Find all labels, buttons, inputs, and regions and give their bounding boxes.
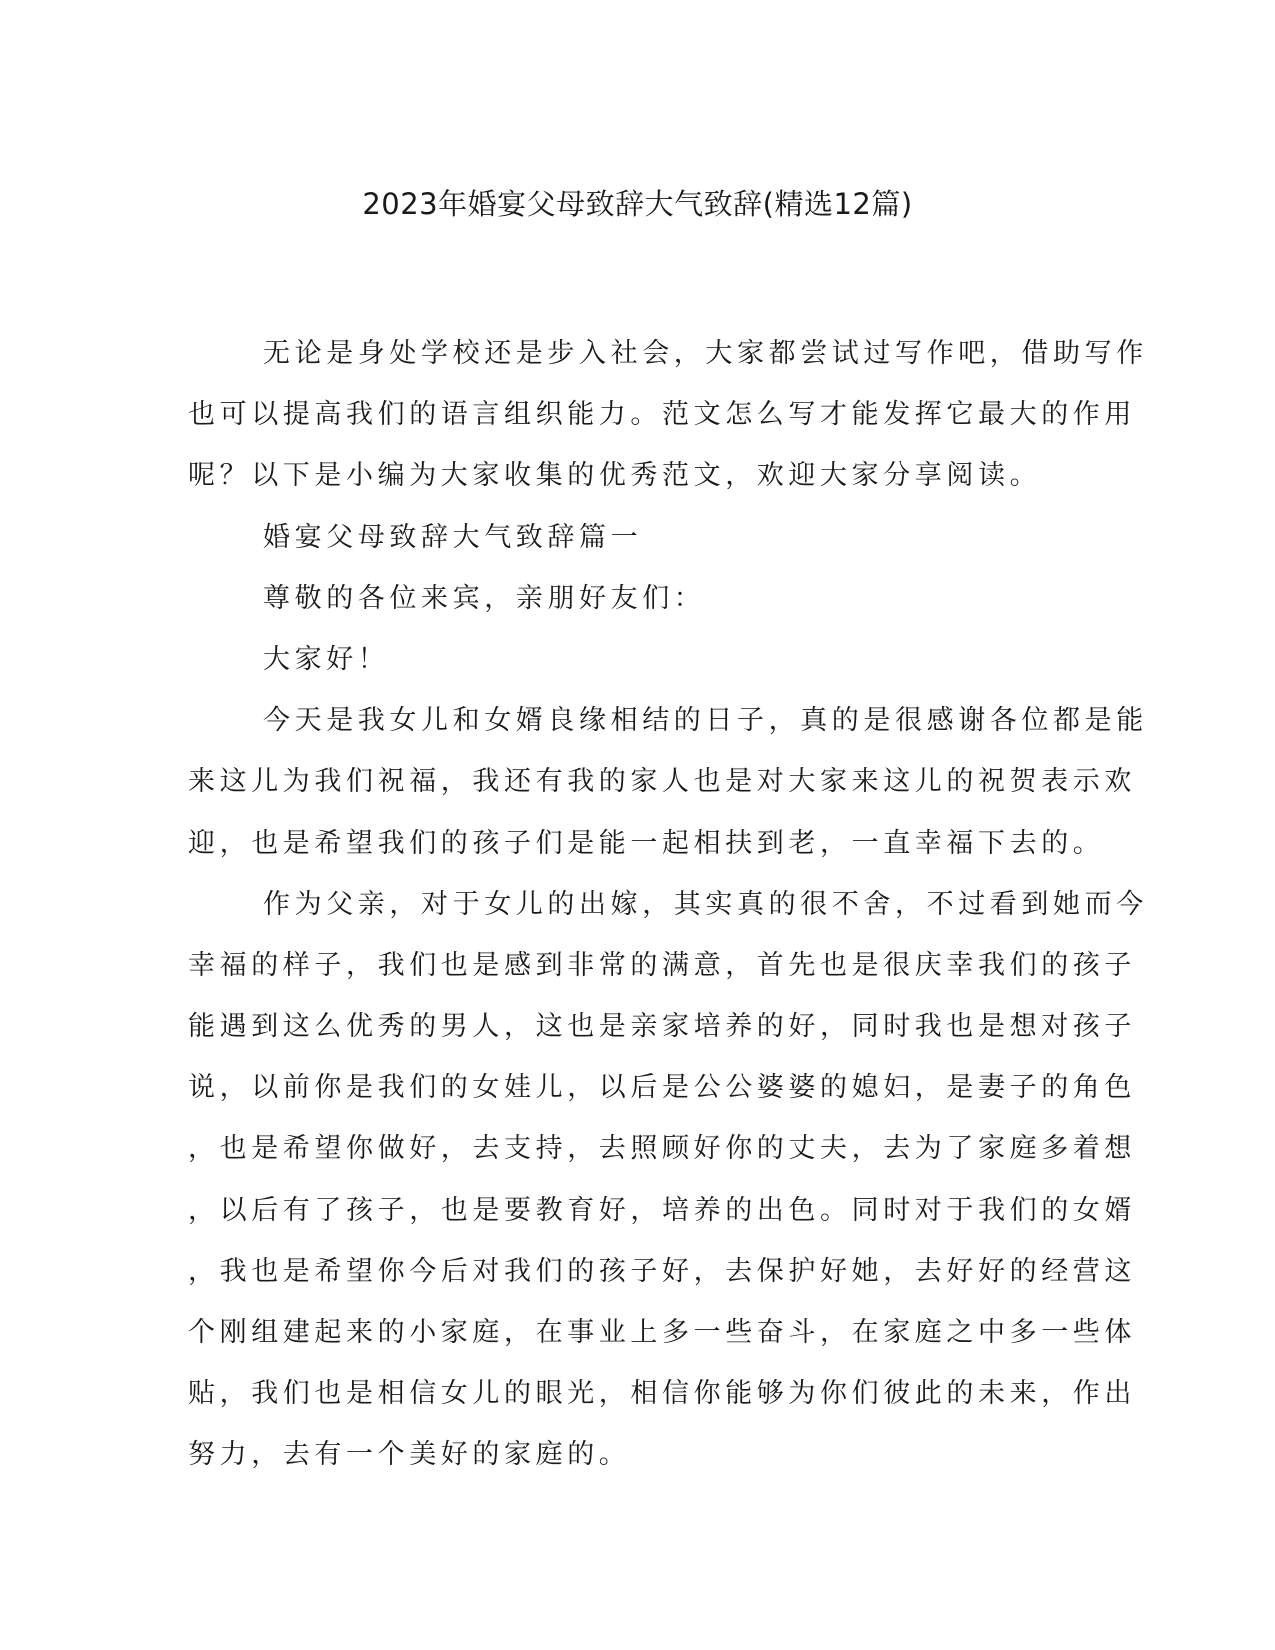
text-line: 今天是我女儿和女婿良缘相结的日子，真的是很感谢各位都是能 (263, 705, 1148, 737)
text-line: 能遇到这么优秀的男人，这也是亲家培养的好，同时我也是想对孩子 (188, 1011, 1136, 1043)
text-line: 幸福的样子，我们也是感到非常的满意，首先也是很庆幸我们的孩子 (188, 949, 1136, 981)
text-line: 贴，我们也是相信女儿的眼光，相信你能够为你们彼此的未来，作出 (188, 1378, 1136, 1410)
text-line: 来这儿为我们祝福，我还有我的家人也是对大家来这儿的祝贺表示欢 (188, 766, 1136, 798)
text-line: ，也是希望你做好，去支持，去照顾好你的丈夫，去为了家庭多着想 (188, 1133, 1136, 1165)
salutation: 尊敬的各位来宾，亲朋好友们： (263, 582, 706, 614)
text-line: 无论是身处学校还是步入社会，大家都尝试过写作吧，借助写作 (263, 338, 1148, 369)
section-heading: 婚宴父母致辞大气致辞篇一 (263, 521, 643, 553)
text-line: 作为父亲，对于女儿的出嫁，其实真的很不舍，不过看到她而今 (263, 888, 1148, 920)
text-line: 也可以提高我们的语言组织能力。范文怎么写才能发挥它最大的作用 (188, 399, 1136, 431)
text-line: ，我也是希望你今后对我们的孩子好，去保护好她，去好好的经营这 (188, 1255, 1136, 1287)
greeting: 大家好！ (263, 643, 390, 675)
document-title: 2023年婚宴父母致辞大气致辞(精选12篇) (362, 187, 913, 221)
text-line: 说，以前你是我们的女娃儿，以后是公公婆婆的媳妇，是妻子的角色 (188, 1072, 1136, 1104)
text-line: 个刚组建起来的小家庭，在事业上多一些奋斗，在家庭之中多一些体 (188, 1317, 1136, 1348)
text-line: ，以后有了孩子，也是要教育好，培养的出色。同时对于我们的女婿 (188, 1194, 1136, 1226)
text-line: 呢？以下是小编为大家收集的优秀范文，欢迎大家分享阅读。 (188, 460, 1042, 492)
text-line: 努力，去有一个美好的家庭的。 (188, 1439, 631, 1471)
text-line: 迎，也是希望我们的孩子们是能一起相扶到老，一直幸福下去的。 (188, 827, 1105, 859)
document-body (188, 323, 1148, 1486)
